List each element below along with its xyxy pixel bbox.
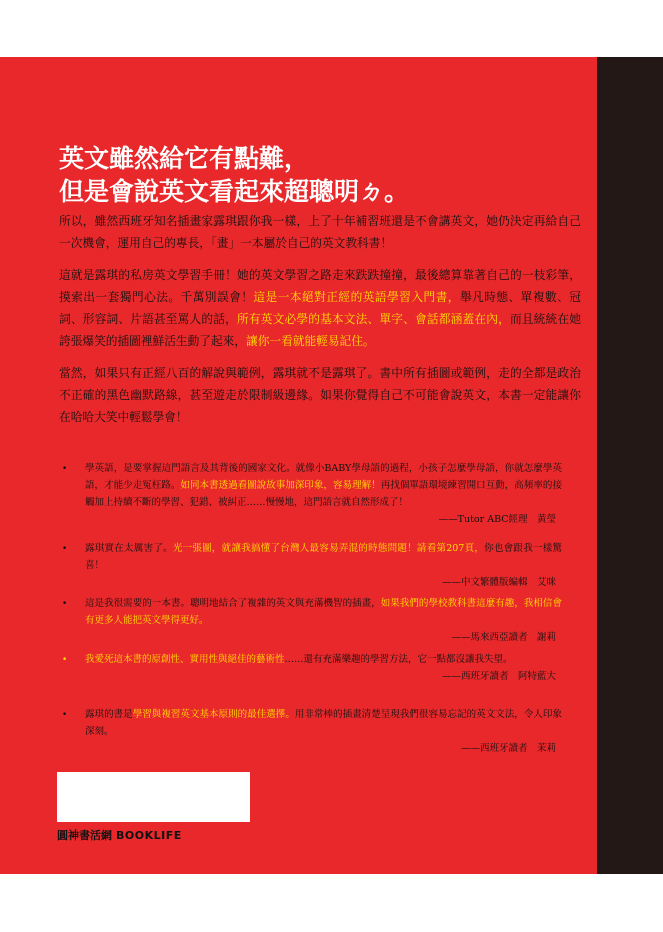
publisher-name: 圓神書活網 [57,829,112,842]
review-item [62,595,582,651]
review-text: 再找個單語環境練習開口互動，高頻率的接觸加上持續不斷的學習、犯錯、被糾正……慢慢地，這門語言就自然形成了！ [85,480,562,508]
p2-highlight-d: 所有英文必學的基本文法、單字、會話都涵蓋在內， [237,312,510,326]
review-attribution: ——馬來西亞讀者 謝莉 [451,632,556,643]
review-highlight: 學習與複習英文基本原則的最佳選擇。 [132,709,295,720]
bullet: • [62,710,68,720]
bullet: • [62,464,68,474]
barcode-area [57,772,250,822]
bullet: • [62,599,68,609]
review-quote [85,651,562,668]
review-item [62,540,582,595]
review-text: 學英語，是要掌握這門語言及其背後的國家文化。就像小BABY學母語的過程，小孩子怎麼學母語，你就怎麼學英語，才能少走冤枉路。 [85,463,562,491]
p2-text-c: 舉凡時態、單複數、冠詞、形容詞、片語甚至罵人的話， [59,290,581,326]
book-spine [597,57,663,874]
review-text: 你也會跟我一樣驚喜！ [85,543,562,571]
review-item [62,706,582,756]
p2-text-a: 這就是露琪的私房英文學習手冊！她的英文學習之路走來跌跌撞撞，最後總算靠著自己的一枝彩筆，摸索出一套獨門心法。千萬別誤會！ [59,268,581,304]
review-quote [85,595,562,629]
review-text: 露琪的書是 [85,709,133,720]
headline [59,142,579,208]
headline-line-1: 英文雖然給它有點難， [59,144,310,173]
review-text: 露琪實在太厲害了。 [85,543,173,554]
p2-highlight-b: 這是一本絕對正經的英語學習入門書， [253,290,460,304]
publisher-brand: BOOKLIFE [116,829,182,842]
review-item [62,460,582,540]
p2-text-e: 而且統統在她誇張爆笑的插圖裡鮮活生動了起來， [59,312,581,348]
intro-paragraph-3: 當然，如果只有正經八百的解說與範例，露琪就不是露琪了。書中所有插圖或範例，走的全都是政治不正確的黑色幽默路線，甚至遊走於限制級邊緣。如果你覺得自己不可能會說英文，本書一定能讓你在哈哈大笑中輕鬆學會！ [59,366,581,424]
review-quote [85,706,562,740]
review-attribution: ——西班牙讀者 茉莉 [460,743,556,754]
review-list [62,460,582,756]
p2-highlight-f: 讓你一看就能輕易記住。 [246,334,375,348]
review-text: 用非常棒的插畫清楚呈現我們很容易忘記的英文文法，令人印象深刻。 [85,709,562,737]
intro-paragraph-1: 所以，雖然西班牙知名插畫家露琪跟你我一樣，上了十年補習班還是不會講英文，她仍決定再給自己一次機會，運用自己的專長，「畫」一本屬於自己的英文教科書！ [59,214,581,250]
review-text: 這是我很需要的一本書。聰明地結合了複雜的英文與充滿機智的插畫， [85,598,381,609]
review-text: ……還有充滿樂趣的學習方法，它一點都沒讓我失望。 [284,654,513,665]
review-attribution: ——中文繁體版編輯 艾咪 [441,577,556,588]
review-item [62,651,582,706]
headline-line-2: 但是會說英文看起來超聰明ㄉ。 [59,177,410,206]
bullet: • [62,544,68,554]
review-attribution: ——Tutor ABC經理 黃瑩 [438,514,556,525]
review-highlight: 我愛死這本書的原創性、實用性與絕佳的藝術性 [85,654,285,665]
review-quote [85,540,562,574]
review-quote [85,460,562,511]
publisher-logo [57,829,182,843]
review-attribution: ——西班牙讀者 阿特藍大 [441,671,556,682]
intro-paragraph-2 [59,264,581,352]
review-highlight: 如同本書透過看圖說故事加深印象，容易理解！ [180,480,381,491]
review-highlight: 光一張圖，就讓我搞懂了台灣人最容易弄混的時態問題！請看第207頁， [172,543,485,554]
review-highlight: 如果我們的學校教科書這麼有趣，我相信會有更多人能把英文學得更好。 [85,598,562,626]
bullet: • [62,655,68,665]
